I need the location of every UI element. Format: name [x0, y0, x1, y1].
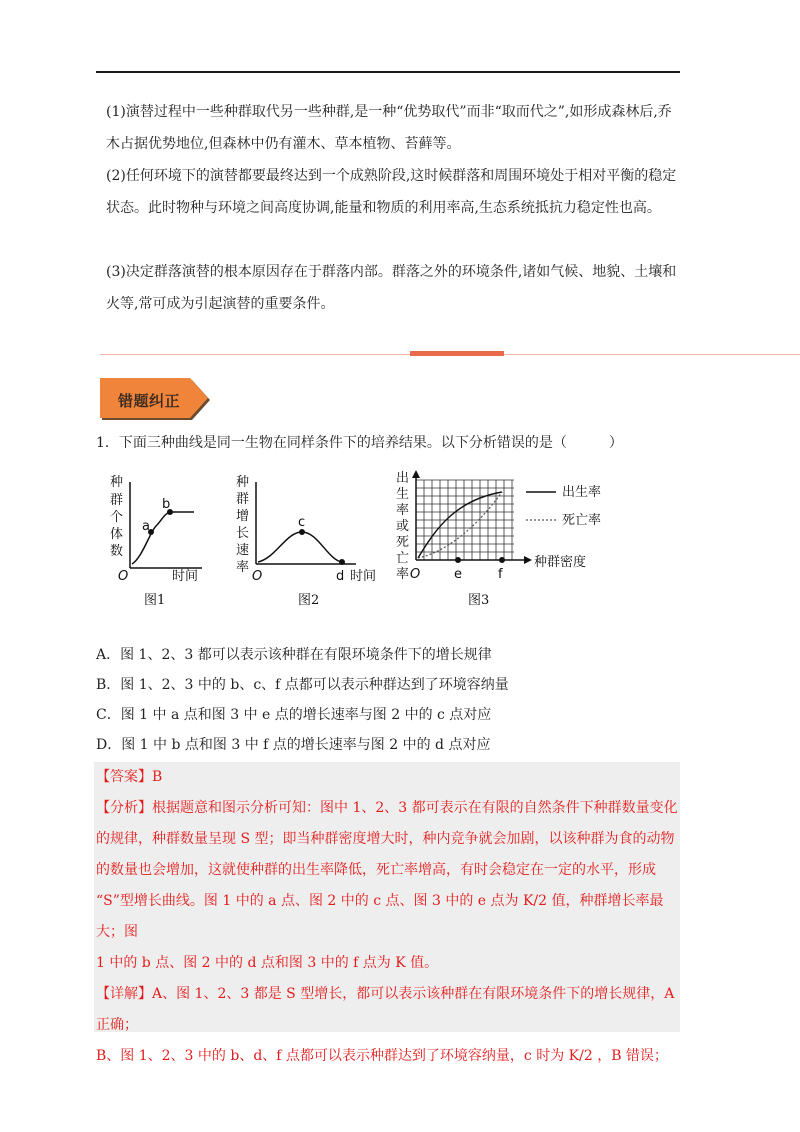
- question-stem: 1．下面三种曲线是同一生物在同样条件下的培养结果。以下分析错误的是（ ）: [96, 435, 623, 451]
- fig3-caption: 图3: [468, 593, 490, 608]
- note-text-3: (3)决定群落演替的根本原因存在于群落内部。群落之外的环境条件,诸如气候、地貌、土壤和火等,常可成为引起演替的重要条件。: [106, 264, 677, 312]
- answer-line-7: 正确；: [96, 1017, 138, 1033]
- option-b: B．图 1、2、3 中的 b、c、f 点都可以表示种群达到了环境容纳量: [96, 677, 509, 693]
- top-rule: [96, 71, 680, 73]
- answer-line-4: “S”型增长曲线。图 1 中的 a 点、图 2 中的 c 点、图 3 中的 e 点为 K/2 值，种群增长率最大；图: [96, 893, 664, 940]
- fig2-xlabel: 时间: [350, 569, 377, 584]
- fig2-origin: O: [252, 569, 263, 584]
- fig3-point-e: e: [454, 567, 462, 582]
- fig2-ylabel-4: 长: [236, 526, 250, 541]
- note-paragraph-1: [106, 96, 678, 160]
- answer-line-5: 1 中的 b 点、图 2 中的 d 点和图 3 中的 f 点为 K 值。: [96, 955, 439, 971]
- figure-2: [236, 475, 376, 608]
- note-text-2: (2)任何环境下的演替都要最终达到一个成熟阶段,这时候群落和周围环境处于相对平衡的稳定状态。此时物种与环境之间高度协调,能量和物质的利用率高,生态系统抵抗力稳定性也高。: [106, 168, 677, 216]
- fig3-ylabel-2: 生: [396, 487, 410, 502]
- fig1-point-b: b: [162, 497, 171, 512]
- answer-box: [94, 762, 680, 1064]
- fig2-ylabel-6: 率: [236, 560, 250, 575]
- fig1-ylabel-1: 种: [110, 475, 124, 490]
- fig2-caption: 图2: [298, 593, 320, 608]
- fig3-point-f: f: [498, 567, 503, 582]
- section-tag: [100, 378, 212, 422]
- figure-3: [396, 470, 601, 608]
- option-d: D．图 1 中 b 点和图 3 中 f 点的增长速率与图 2 中的 d 点对应: [96, 737, 491, 753]
- fig1-caption: 图1: [144, 593, 166, 608]
- fig3-legend-birth: 出生率: [562, 485, 602, 500]
- answer-line-3: 的数量也会增加，这就使种群的出生率降低，死亡率增高，有时会稳定在一定的水平，形成: [96, 862, 656, 878]
- note-text-1: (1)演替过程中一些种群取代另一些种群,是一种“优势取代”而非“取而代之”,如形成森林后,乔木占据优势地位,但森林中仍有灌木、草本植物、苔藓等。: [106, 104, 672, 152]
- fig3-ylabel-3: 率: [396, 503, 410, 518]
- option-a: A．图 1、2、3 都可以表示该种群在有限环境条件下的增长规律: [96, 647, 492, 663]
- fig3-legend-death: 死亡率: [562, 513, 602, 528]
- question-figures: [106, 468, 626, 618]
- fig2-ylabel-5: 速: [236, 543, 250, 558]
- note-paragraph-2: [106, 160, 678, 224]
- answer-line-2: 的规律，种群数量呈现 S 型；即当种群密度增大时，种内竞争就会加剧，以该种群为食的动物: [96, 831, 675, 847]
- fig1-xlabel: 时间: [172, 569, 199, 584]
- fig2-ylabel-2: 群: [236, 492, 250, 507]
- question-options: [96, 640, 686, 760]
- fig3-ylabel-5: 死: [396, 535, 410, 550]
- figure-1: [110, 475, 202, 608]
- fig3-ylabel-4: 或: [396, 519, 410, 534]
- fig1-ylabel-4: 体: [110, 527, 124, 542]
- answer-label: 【答案】B: [96, 769, 163, 785]
- note-paragraph-3: [106, 256, 678, 320]
- fig3-xlabel: 种群密度: [534, 555, 587, 570]
- fig1-ylabel-5: 数: [110, 544, 124, 559]
- fig3-ylabel-1: 出: [396, 471, 410, 486]
- fig2-point-c: c: [298, 515, 306, 530]
- answer-line-1: 【分析】根据题意和图示分析可知：图中 1、2、3 都可表示在有限的自然条件下种群数量变化: [96, 800, 678, 816]
- section-title: 错题纠正: [118, 392, 181, 410]
- option-c: C．图 1 中 a 点和图 3 中 e 点的增长速率与图 2 中的 c 点对应: [96, 707, 492, 723]
- fig3-ylabel-7: 率: [396, 567, 410, 582]
- fig3-origin: O: [410, 567, 421, 582]
- fig2-ylabel-3: 增: [236, 509, 250, 524]
- answer-line-8: B、图 1、2、3 中的 b、d、f 点都可以表示种群达到了环境容纳量，c 时为 K/2 ，B 错误；: [96, 1048, 668, 1064]
- fig3-ylabel-6: 亡: [396, 551, 410, 566]
- fig2-ylabel-1: 种: [236, 475, 250, 490]
- fig1-ylabel-2: 群: [110, 493, 124, 508]
- fig2-point-d: d: [336, 569, 345, 584]
- fig1-ylabel-3: 个: [110, 510, 124, 525]
- section-divider-accent: [410, 351, 504, 356]
- fig1-point-a: a: [142, 519, 150, 534]
- fig1-origin: O: [118, 569, 129, 584]
- answer-line-6: 【详解】A、图 1、2、3 都是 S 型增长，都可以表示该种群在有限环境条件下的增长规律，A: [96, 986, 675, 1002]
